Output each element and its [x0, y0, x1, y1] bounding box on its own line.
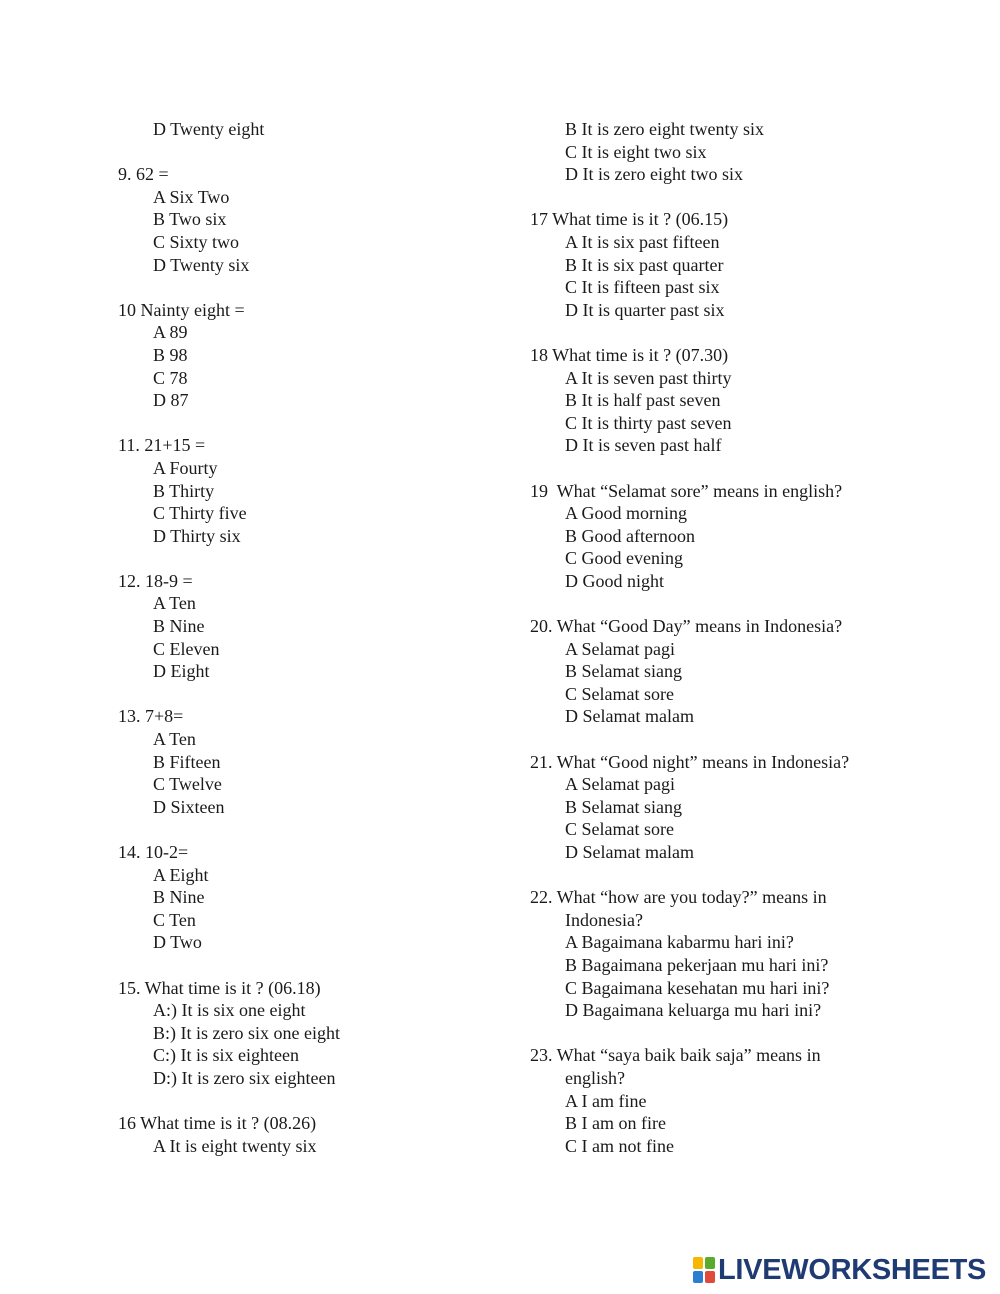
answer-option[interactable]: C Thirty five — [153, 503, 247, 524]
question-block — [118, 1112, 498, 1157]
question-title: 17 What time is it ? (06.15) — [530, 209, 729, 230]
question-title: 20. What “Good Day” means in Indonesia? — [530, 616, 843, 637]
answer-option[interactable]: A Selamat pagi — [565, 638, 675, 659]
answer-option[interactable]: A Ten — [153, 729, 196, 750]
question-title: 13. 7+8= — [118, 706, 184, 727]
answer-option[interactable]: A I am fine — [565, 1090, 647, 1111]
question-block — [530, 118, 930, 186]
answer-option[interactable]: A Bagaimana kabarmu hari ini? — [565, 932, 794, 953]
answer-option[interactable]: B:) It is zero six one eight — [153, 1022, 340, 1043]
answer-option[interactable]: B Nine — [153, 887, 205, 908]
liveworksheets-logo[interactable] — [693, 1255, 986, 1285]
logo-square-yellow — [693, 1257, 703, 1269]
question-title: 11. 21+15 = — [118, 435, 206, 456]
answer-option[interactable]: A:) It is six one eight — [153, 1000, 306, 1021]
answer-option[interactable]: D It is zero eight two six — [565, 164, 743, 185]
answer-option[interactable]: C Twelve — [153, 774, 222, 795]
answer-option[interactable]: D Sixteen — [153, 796, 225, 817]
answer-option[interactable]: B It is six past quarter — [565, 254, 724, 275]
question-title: 22. What “how are you today?” means in — [530, 887, 827, 908]
question-block — [530, 751, 930, 864]
answer-option[interactable]: C Selamat sore — [565, 683, 674, 704]
answer-option[interactable]: B Good afternoon — [565, 525, 695, 546]
question-block — [118, 977, 498, 1090]
answer-option[interactable]: C 78 — [153, 367, 188, 388]
answer-option[interactable]: D Bagaimana keluarga mu hari ini? — [565, 1000, 822, 1021]
question-title: 14. 10-2= — [118, 842, 189, 862]
question-block — [118, 841, 498, 954]
answer-option[interactable]: D Eight — [153, 661, 210, 682]
answer-option[interactable]: B It is half past seven — [565, 390, 721, 411]
answer-option[interactable]: C It is fifteen past six — [565, 277, 720, 298]
question-title: 18 What time is it ? (07.30) — [530, 344, 729, 365]
question-title: 19 What “Selamat sore” means in english? — [530, 480, 843, 501]
answer-option[interactable]: A It is eight twenty six — [153, 1135, 317, 1156]
answer-option[interactable]: D Twenty eight — [153, 119, 265, 139]
question-block — [118, 434, 498, 547]
question-block — [530, 208, 930, 321]
answer-option[interactable]: A 89 — [153, 322, 188, 343]
question-title: 12. 18-9 = — [118, 570, 193, 591]
answer-option[interactable]: D Two — [153, 932, 202, 953]
answer-option[interactable]: A Eight — [153, 864, 209, 885]
answer-option[interactable]: B 98 — [153, 344, 188, 365]
answer-option[interactable]: C It is eight two six — [565, 141, 707, 162]
logo-text: LIVEWORKSHEETS — [718, 1253, 987, 1286]
answer-option[interactable]: C Selamat sore — [565, 819, 674, 840]
answer-option[interactable]: C Good evening — [565, 548, 683, 569]
question-title-continued: english? — [565, 1067, 625, 1088]
question-block — [530, 886, 930, 1022]
answer-option[interactable]: D It is quarter past six — [565, 299, 725, 320]
answer-option[interactable]: D Thirty six — [153, 525, 241, 546]
question-title: 16 What time is it ? (08.26) — [118, 1113, 317, 1134]
answer-option[interactable]: C Ten — [153, 909, 196, 930]
answer-option[interactable]: C It is thirty past seven — [565, 412, 732, 433]
answer-option[interactable]: B Selamat siang — [565, 661, 682, 682]
logo-square-green — [705, 1257, 715, 1269]
answer-option[interactable]: A It is six past fifteen — [565, 231, 720, 252]
logo-square-red — [705, 1271, 715, 1283]
answer-option[interactable]: A Selamat pagi — [565, 774, 675, 795]
answer-option[interactable]: D Twenty six — [153, 254, 250, 275]
answer-option[interactable]: C Sixty two — [153, 231, 240, 252]
question-block — [530, 1044, 930, 1157]
question-title: 23. What “saya baik baik saja” means in — [530, 1045, 821, 1066]
answer-option[interactable]: B Selamat siang — [565, 796, 682, 817]
answer-option[interactable]: A Six Two — [153, 186, 230, 207]
question-block — [530, 480, 930, 593]
left-column — [118, 118, 498, 1180]
question-title: 15. What time is it ? (06.18) — [118, 977, 321, 998]
answer-option[interactable]: B Two six — [153, 209, 227, 230]
answer-option[interactable]: B Thirty — [153, 480, 215, 501]
question-block — [118, 570, 498, 683]
answer-option[interactable]: A Good morning — [565, 503, 688, 524]
question-title: 21. What “Good night” means in Indonesia? — [530, 751, 850, 772]
question-block — [530, 615, 930, 728]
answer-option[interactable]: C I am not fine — [565, 1135, 674, 1156]
answer-option[interactable]: A It is seven past thirty — [565, 367, 732, 388]
right-column — [530, 118, 930, 1180]
answer-option[interactable]: D It is seven past half — [565, 435, 722, 456]
question-title: 9. 62 = — [118, 164, 169, 185]
question-block — [118, 705, 498, 818]
logo-square-blue — [693, 1271, 703, 1283]
liveworksheets-logo-icon — [693, 1257, 715, 1283]
answer-option[interactable]: C Eleven — [153, 638, 220, 659]
answer-option[interactable]: B I am on fire — [565, 1113, 666, 1134]
question-title-continued: Indonesia? — [565, 909, 643, 930]
answer-option[interactable]: A Ten — [153, 593, 196, 614]
question-block — [118, 299, 498, 412]
answer-option[interactable]: B Bagaimana pekerjaan mu hari ini? — [565, 954, 829, 975]
answer-option[interactable]: D Good night — [565, 570, 664, 591]
question-title: 10 Nainty eight = — [118, 299, 245, 320]
answer-option[interactable]: D Selamat malam — [565, 706, 694, 727]
answer-option[interactable]: C:) It is six eighteen — [153, 1045, 299, 1066]
answer-option[interactable]: B It is zero eight twenty six — [565, 119, 764, 139]
answer-option[interactable]: B Fifteen — [153, 751, 221, 772]
question-block — [118, 163, 498, 276]
answer-option[interactable]: B Nine — [153, 616, 205, 637]
answer-option[interactable]: D:) It is zero six eighteen — [153, 1067, 336, 1088]
answer-option[interactable]: D Selamat malam — [565, 842, 694, 862]
answer-option[interactable]: A Fourty — [153, 457, 218, 478]
answer-option[interactable]: C Bagaimana kesehatan mu hari ini? — [565, 977, 830, 998]
question-block — [118, 118, 498, 141]
answer-option[interactable]: D 87 — [153, 390, 189, 411]
question-block — [530, 344, 930, 457]
